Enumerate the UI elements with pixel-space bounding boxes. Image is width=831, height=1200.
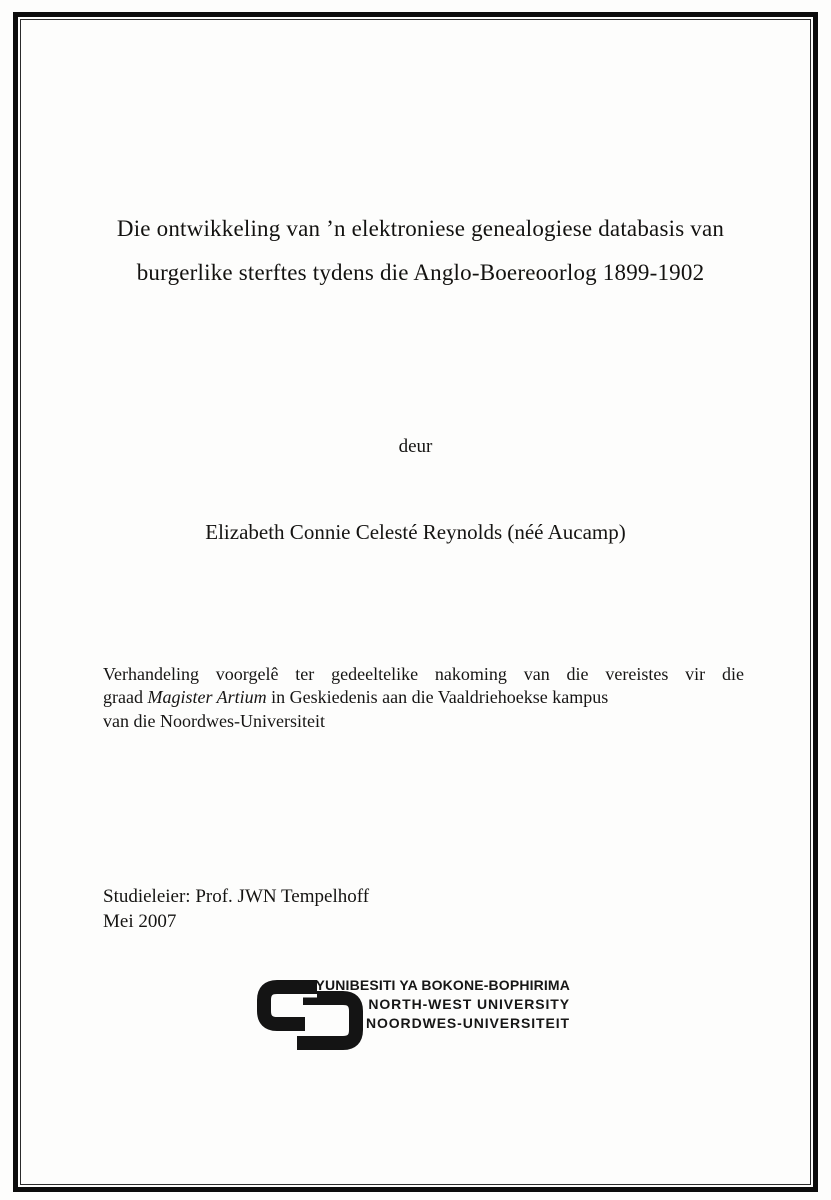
degree-statement-line2-prefix: graad (103, 687, 148, 708)
thesis-title-line1: Die ontwikkeling van ’n elektroniese genealogiese databasis van (116, 216, 725, 241)
supervisor-block (103, 885, 369, 934)
byline-deur: deur (398, 436, 433, 457)
degree-statement (103, 663, 744, 733)
thesis-title-line2: burgerlike sterftes tydens die Anglo-Boereoorlog 1899-1902 (136, 260, 705, 285)
degree-name-italic: Magister Artium (147, 687, 267, 708)
thesis-title (30, 207, 811, 295)
degree-statement-line2 (103, 686, 744, 709)
degree-statement-line2-suffix: in Geskiedenis aan die Vaaldriehoekse kampus (266, 687, 609, 708)
degree-statement-line3: van die Noordwes-Universiteit (103, 710, 325, 731)
logo-line-afrikaans: NOORDWES-UNIVERSITEIT (365, 1015, 570, 1031)
date-line: Mei 2007 (103, 910, 177, 932)
degree-statement-line1: Verhandeling voorgelê ter gedeeltelike nakoming van die vereistes vir die (103, 664, 744, 684)
supervisor-line: Studieleier: Prof. JWN Tempelhoff (103, 886, 370, 907)
logo-line-setswana: YUNIBESITI YA BOKONE-BOPHIRIMA (315, 977, 570, 993)
logo-line-english: NORTH-WEST UNIVERSITY (368, 996, 570, 1012)
university-wordmark (316, 976, 570, 1033)
author-name: Elizabeth Connie Celesté Reynolds (néé Aucamp) (205, 520, 626, 544)
